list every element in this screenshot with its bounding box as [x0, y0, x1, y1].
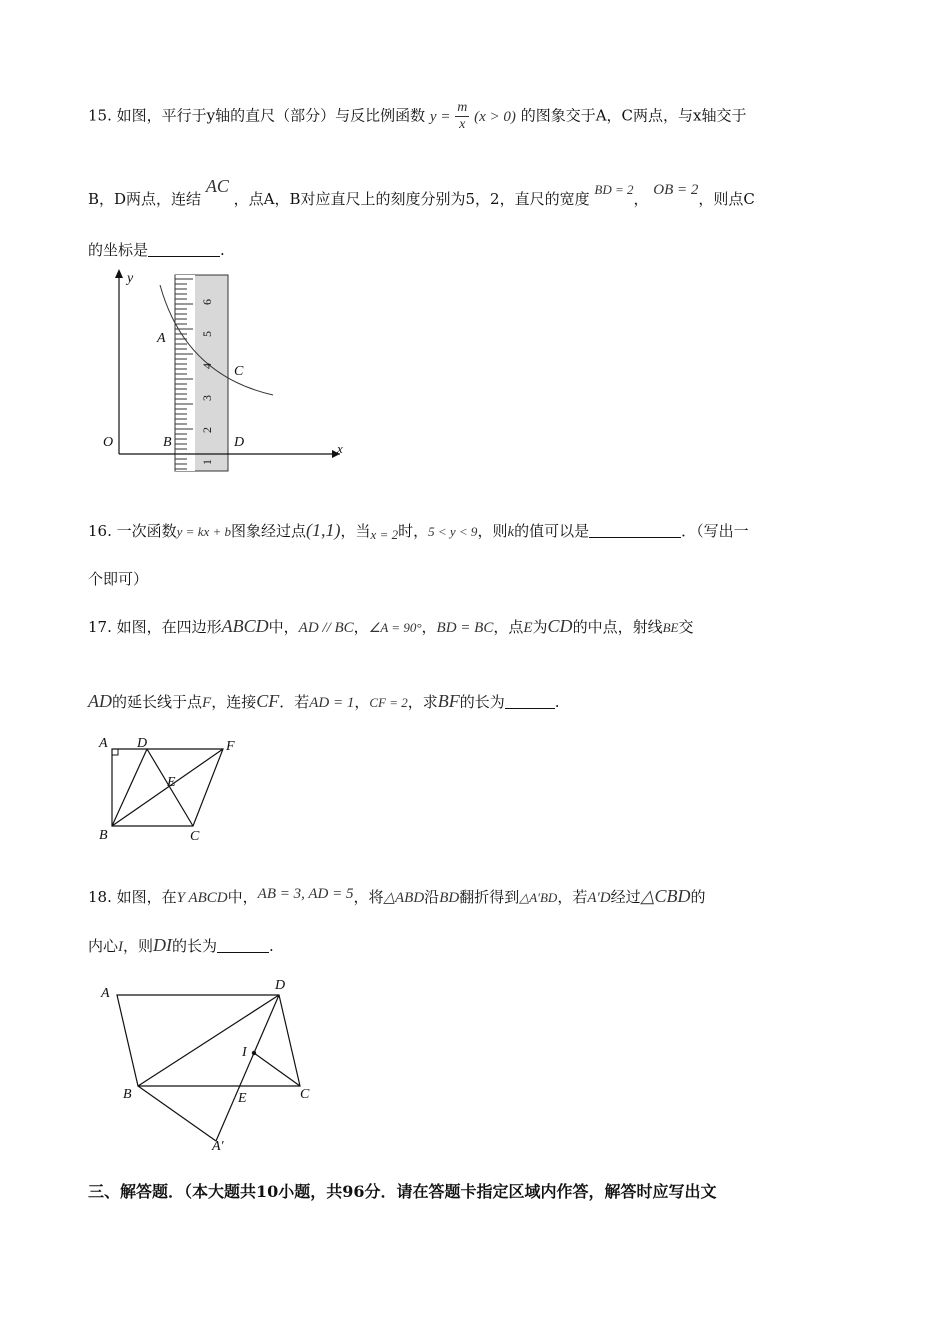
label-B: B — [99, 828, 108, 843]
q16-line2: 个即可） — [88, 570, 149, 588]
q18-line1: 18. 如图，在Y ABCD中，AB = 3, AD = 5，将△ABD沿BD翻折得到△A′BD，若A′D经过△CBD的 — [88, 886, 706, 906]
label-D: D — [234, 435, 245, 450]
q17-line2: AD的延长线于点F，连接CF．若AD = 1，CF = 2，求BF的长为 . — [88, 691, 560, 711]
q15-line3: 的坐标是 . — [88, 241, 225, 259]
answer-blank — [589, 523, 681, 538]
label-F: F — [226, 739, 235, 754]
label-I: I — [242, 1045, 247, 1060]
figure-15-ruler-graph — [95, 265, 360, 480]
label-C: C — [190, 829, 200, 844]
q17-line1: 17. 如图，在四边形ABCD中，AD // BC，∠A = 90°，BD = BC，点E为CD的中点，射线BE交 — [88, 616, 694, 636]
ruler-number-3: 3 — [200, 395, 214, 401]
label-D: D — [275, 978, 286, 993]
answer-blank — [148, 242, 220, 257]
label-B: B — [123, 1087, 132, 1102]
q15-line2: B，D两点，连结 AC ，点A，B对应直尺上的刻度分别为5，2，直尺的宽度 BD = 2， OB = 2，则点C — [88, 176, 755, 208]
label-O: O — [103, 435, 114, 450]
label-C: C — [234, 364, 244, 379]
ruler-number-4: 4 — [200, 363, 214, 369]
label-E: E — [238, 1091, 247, 1106]
label-A: A — [99, 736, 108, 751]
ruler-number-2: 2 — [200, 427, 214, 433]
label-A: A — [101, 986, 110, 1001]
q16-line1: 16. 一次函数y = kx + b图象经过点(1,1)，当x = 2时，5 < y < 9，则k的值可以是 ．（写出一 — [88, 520, 749, 542]
label-x: x — [337, 441, 343, 456]
label-A-prime: A′ — [212, 1139, 224, 1150]
ruler-number-5: 5 — [200, 331, 214, 337]
label-B: B — [163, 435, 172, 450]
label-C: C — [300, 1087, 310, 1102]
label-A: A — [157, 331, 166, 346]
label-y: y — [127, 271, 134, 286]
section-3-heading: 三、解答题．（本大题共10小题，共96分．请在答题卡指定区域内作答，解答时应写出文 — [88, 1182, 717, 1201]
answer-blank — [217, 938, 269, 953]
ruler-number-1: 1 — [200, 459, 214, 465]
q15-line1: 15. 如图，平行于y轴的直尺（部分）与反比例函数 y = $\frac{m}{x}$ (x > 0) 的图象交于A，C两点，与x轴交于 — [88, 100, 747, 132]
figure-18-parallelogram — [95, 975, 330, 1150]
figure-17-quadrilateral — [95, 733, 255, 845]
label-E: E — [167, 775, 176, 790]
inverse-function-formula: y = $\frac{m}{x}$ (x > 0) — [429, 100, 516, 132]
answer-blank — [505, 694, 555, 709]
ruler-number-6: 6 — [200, 299, 214, 305]
q18-line2: 内心I，则DI的长为 . — [88, 935, 274, 955]
label-D: D — [137, 736, 148, 751]
